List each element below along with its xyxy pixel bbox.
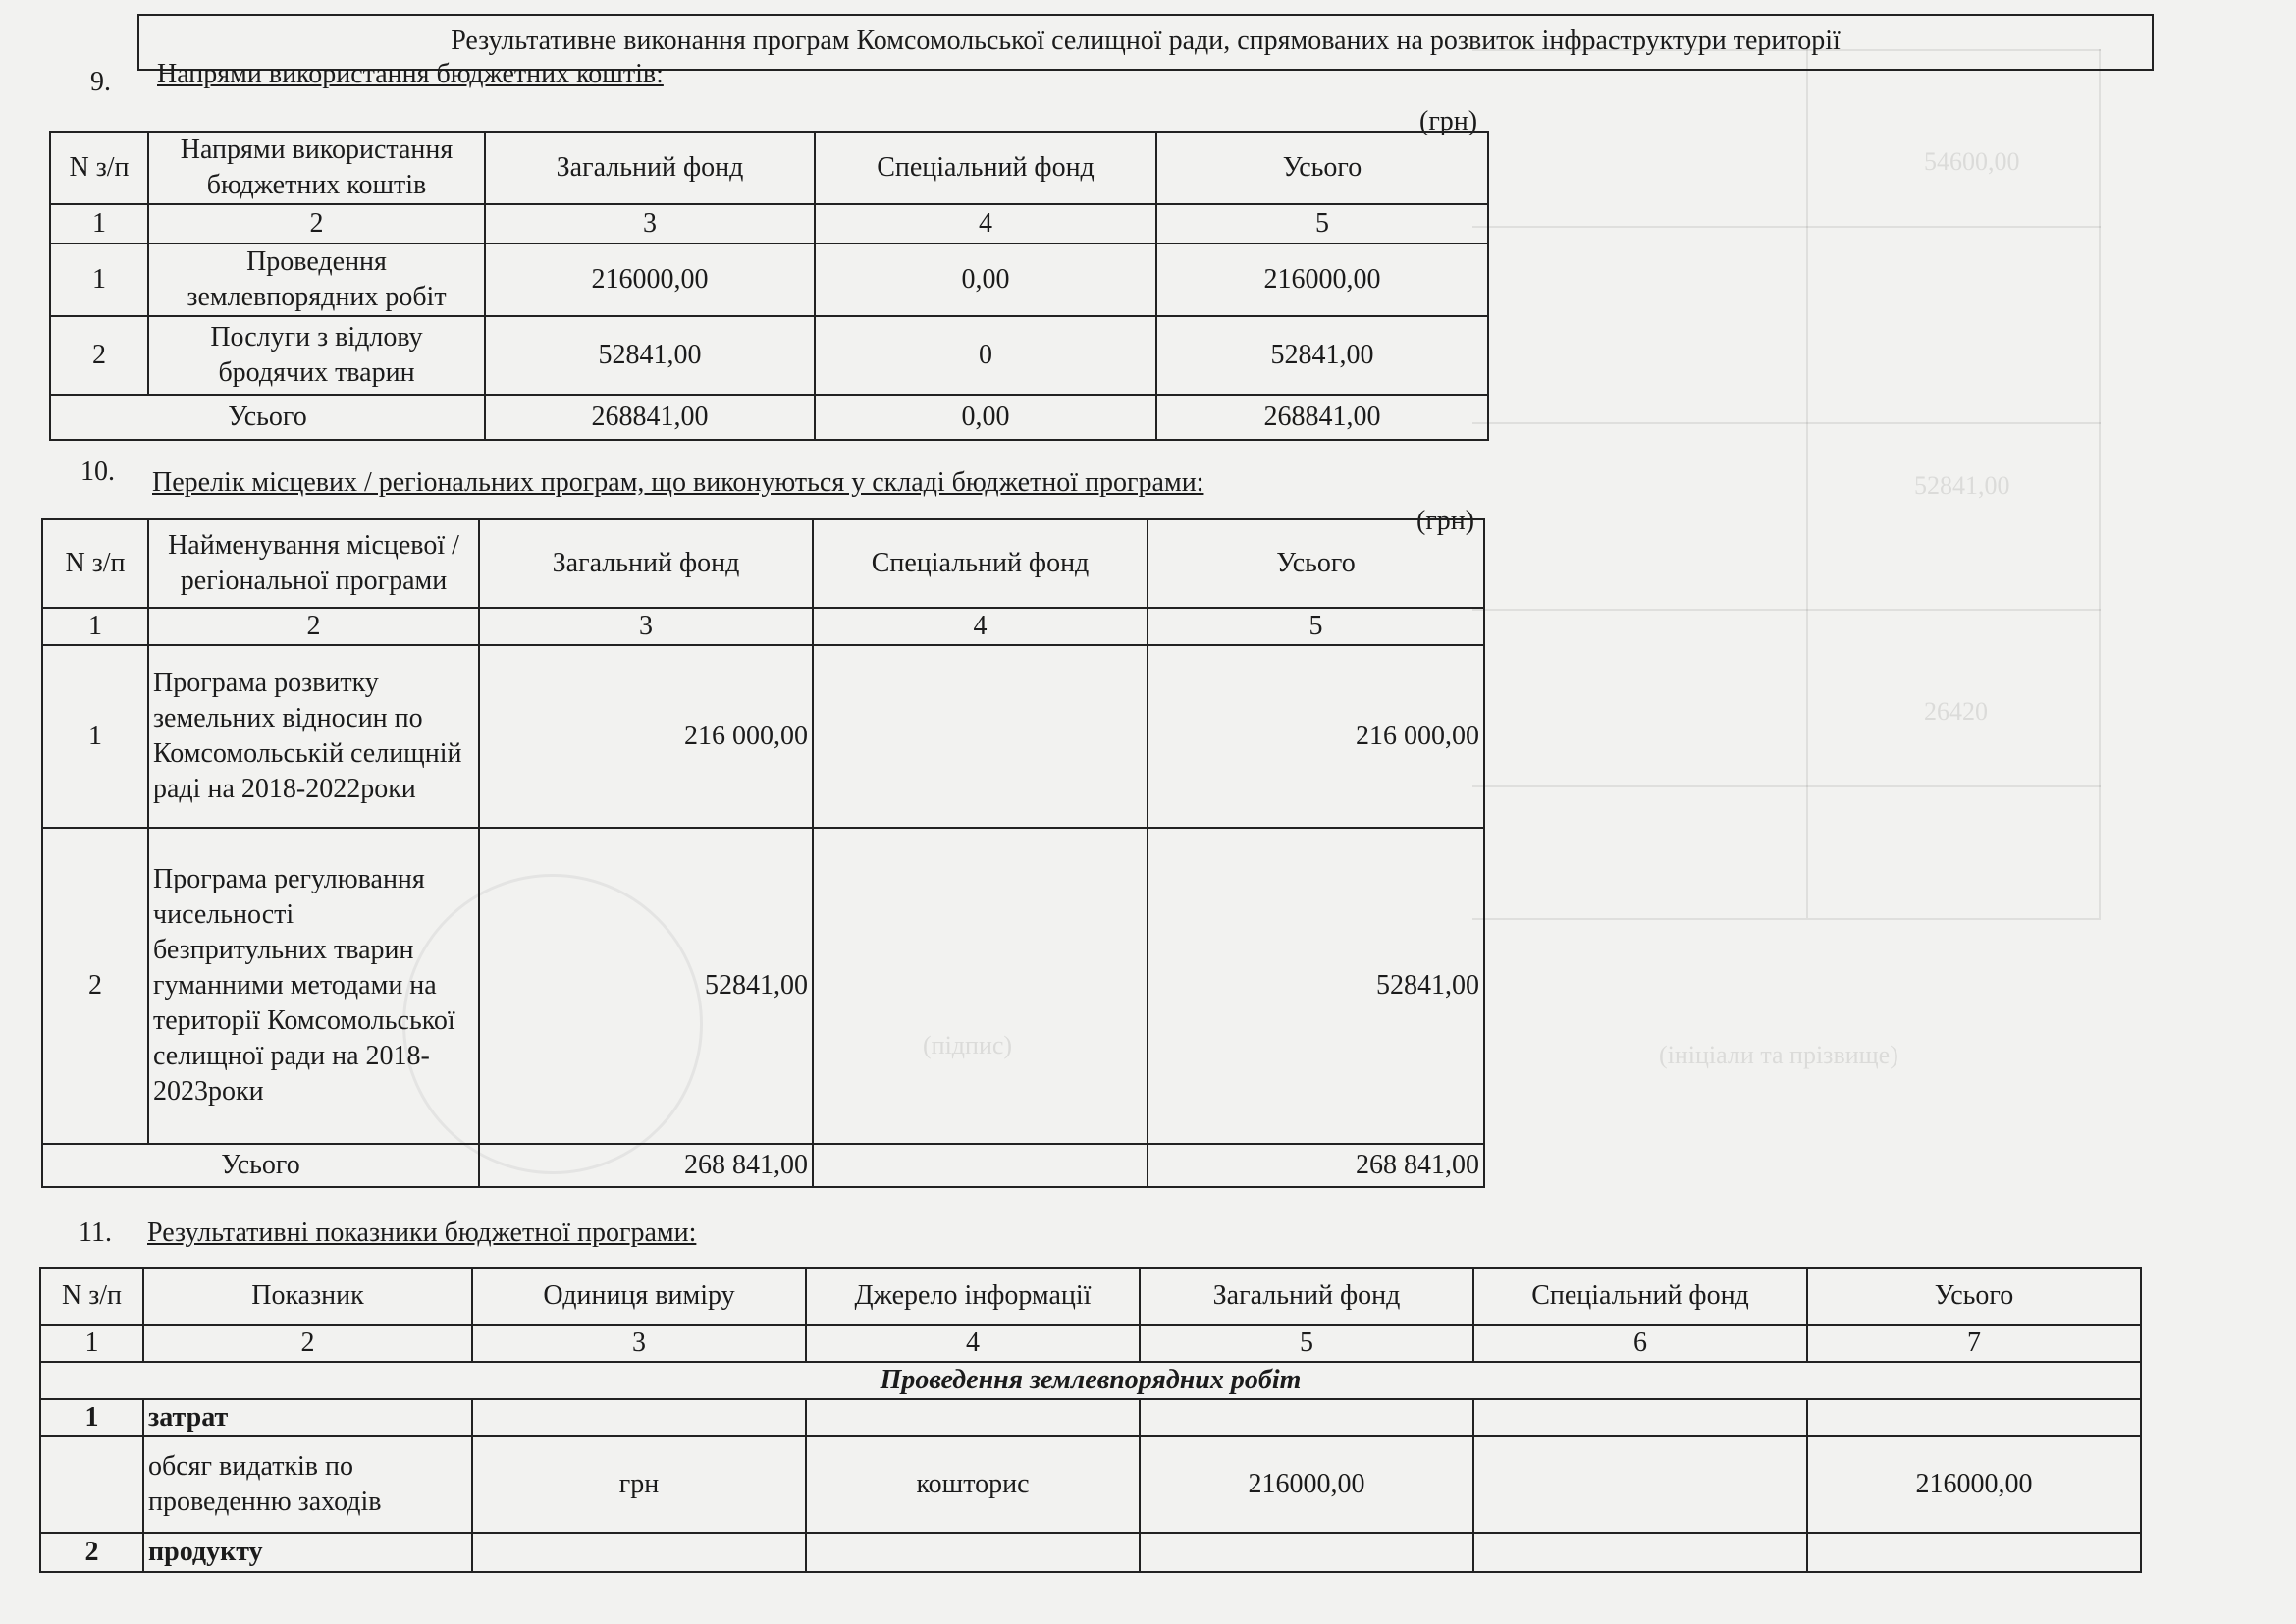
col-header: Загальний фонд xyxy=(1140,1268,1473,1325)
col-header: Усього xyxy=(1807,1268,2141,1325)
section-9-title: Напрями використання бюджетних коштів: xyxy=(157,59,664,89)
total-row: Усього 268841,00 0,00 268841,00 xyxy=(50,395,1488,440)
section-9-unit: (грн) xyxy=(1419,106,1478,136)
section-11-number: 11. xyxy=(79,1218,112,1248)
table-header-row xyxy=(40,1268,2141,1325)
table-row: 1 Проведення землевпорядних робіт 216000,00 0,00 216000,00 xyxy=(50,244,1488,316)
column-number-row: 1 2 3 4 5 xyxy=(50,204,1488,244)
col-header: Напрями використання бюджетних коштів xyxy=(148,132,485,204)
col-header: Джерело інформації xyxy=(806,1268,1140,1325)
col-header: Усього xyxy=(1148,519,1484,608)
col-header: Спеціальний фонд xyxy=(813,519,1148,608)
col-header: Одиниця виміру xyxy=(472,1268,806,1325)
col-header: Усього xyxy=(1156,132,1488,204)
table-row: 2 Послуги з відлову бродячих тварин 52841,00 0 52841,00 xyxy=(50,316,1488,395)
table-row: обсяг видатків по проведенню заходів грн кошторис 216000,00 216000,00 xyxy=(40,1436,2141,1533)
section-11-title: Результативні показники бюджетної програми: xyxy=(147,1218,697,1248)
col-header: N з/п xyxy=(50,132,148,204)
table-row: 2 продукту xyxy=(40,1533,2141,1572)
total-row: Усього 268 841,00 268 841,00 xyxy=(42,1144,1484,1187)
section-10-table xyxy=(41,518,1485,1188)
col-header: N з/п xyxy=(42,519,148,608)
table-row: 1 Програма розвитку земельних відносин по Комсомольській селищній раді на 2018-2022роки 216 000,00 216 000,00 xyxy=(42,645,1484,828)
section-9-table xyxy=(49,131,1489,441)
group-title-row: Проведення землевпорядних робіт xyxy=(40,1362,2141,1399)
table-header-row xyxy=(42,519,1484,608)
table-row: 1 затрат xyxy=(40,1399,2141,1436)
section-10-number: 10. xyxy=(80,457,115,487)
table-header-row xyxy=(50,132,1488,204)
document-header: Результативне виконання програм Комсомольської селищної ради, спрямованих на розвиток інфраструктури території xyxy=(137,14,2154,71)
section-10-title: Перелік місцевих / регіональних програм, що виконуються у складі бюджетної програми: xyxy=(152,467,1204,498)
col-header: Найменування місцевої / регіональної програми xyxy=(148,519,479,608)
col-header: N з/п xyxy=(40,1268,143,1325)
table-row: 2 Програма регулювання чисельності безпритульних тварин гуманними методами на території Комсомольської селищної ради на 2018-2023роки 52841,00 52841,00 xyxy=(42,828,1484,1144)
section-10-unit: (грн) xyxy=(1416,506,1475,536)
col-header: Спеціальний фонд xyxy=(1473,1268,1807,1325)
col-header: Загальний фонд xyxy=(485,132,815,204)
section-9-number: 9. xyxy=(90,67,111,97)
column-number-row: 1 2 3 4 5 6 7 xyxy=(40,1325,2141,1362)
col-header: Показник xyxy=(143,1268,472,1325)
col-header: Спеціальний фонд xyxy=(815,132,1156,204)
section-11-table xyxy=(39,1267,2142,1573)
column-number-row: 1 2 3 4 5 xyxy=(42,608,1484,645)
col-header: Загальний фонд xyxy=(479,519,813,608)
